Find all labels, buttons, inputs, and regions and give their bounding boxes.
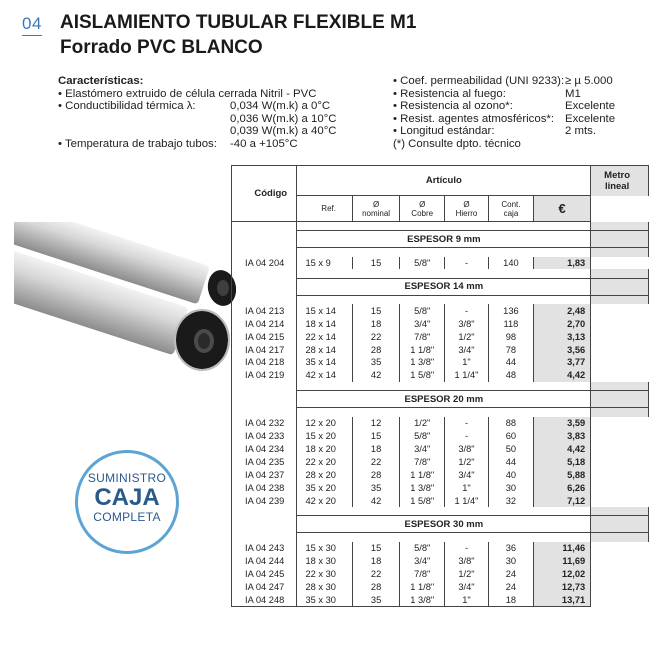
row-nominal: 28: [352, 343, 400, 356]
row-cont: 24: [488, 568, 533, 581]
section-header-row: [232, 231, 649, 248]
spec-value: ≥ µ 5.000: [565, 75, 613, 87]
row-cobre: 3/4": [400, 555, 445, 568]
row-ref: 18 x 14: [297, 317, 352, 330]
row-code: IA 04 213: [232, 304, 297, 317]
header-nominal: [352, 196, 400, 222]
row-code: IA 04 245: [232, 568, 297, 581]
row-cont: 36: [488, 542, 533, 555]
row-hierro: 3/8": [445, 443, 489, 456]
row-cont: 140: [488, 257, 533, 270]
spec-row: [58, 125, 336, 138]
row-price: 11,69: [533, 555, 590, 568]
row-cobre: 7/8": [400, 455, 445, 468]
badge-line-1: SUMINISTRO: [87, 471, 167, 485]
table-row: [232, 443, 649, 456]
section-gap-row: [232, 248, 649, 257]
section-gap-row: [232, 507, 649, 516]
row-code: IA 04 217: [232, 343, 297, 356]
characteristics-right: [393, 75, 615, 150]
row-ref: 35 x 20: [297, 481, 352, 494]
row-nominal: 42: [352, 494, 400, 507]
row-cont: 60: [488, 430, 533, 443]
table-row: [232, 555, 649, 568]
row-price: 11,46: [533, 542, 590, 555]
header-ref-line: Ref.: [321, 204, 336, 213]
row-nominal: 22: [352, 455, 400, 468]
row-nominal: 22: [352, 568, 400, 581]
row-code: IA 04 244: [232, 555, 297, 568]
section-gap-row: [232, 533, 649, 542]
gap-cell: [297, 248, 591, 257]
spec-row: [58, 100, 336, 113]
section-title: ESPESOR 9 mm: [297, 231, 591, 248]
table-row: [232, 330, 649, 343]
section-gap-row: [232, 222, 649, 231]
table-row: [232, 257, 649, 270]
row-cont: 18: [488, 594, 533, 607]
row-nominal: 15: [352, 542, 400, 555]
table-row: [232, 356, 649, 369]
row-cont: 88: [488, 417, 533, 430]
row-price: 5,88: [533, 468, 590, 481]
row-ref: 18 x 30: [297, 555, 352, 568]
gap-cell: [297, 222, 591, 231]
row-cont: 24: [488, 581, 533, 594]
row-code: IA 04 215: [232, 330, 297, 343]
row-cont: 44: [488, 455, 533, 468]
row-ref: 35 x 30: [297, 594, 352, 607]
page-title: AISLAMIENTO TUBULAR FLEXIBLE M1: [60, 12, 417, 33]
row-hierro: 1/2": [445, 455, 489, 468]
header-hierro: [445, 196, 489, 222]
gap-cell: [297, 408, 591, 417]
gap-cell: [232, 382, 297, 391]
table-row: [232, 369, 649, 382]
row-cobre: 1 3/8": [400, 356, 445, 369]
gap-cell: [297, 507, 591, 516]
header-nominal-line: Ø: [372, 199, 380, 209]
row-ref: 15 x 20: [297, 430, 352, 443]
gap-cell: [232, 408, 297, 417]
row-price: 2,70: [533, 317, 590, 330]
table-row: [232, 304, 649, 317]
row-price: 4,42: [533, 369, 590, 382]
header-articulo: Artículo: [297, 166, 591, 196]
gap-cell: [297, 382, 591, 391]
header-currency: €: [533, 196, 590, 222]
spec-row: [393, 125, 615, 138]
row-ref: 22 x 20: [297, 455, 352, 468]
table-row: [232, 542, 649, 555]
row-cont: 78: [488, 343, 533, 356]
spec-label: • Temperatura de trabajo tubos:: [58, 137, 217, 150]
section-code-cell: [232, 278, 297, 295]
row-cobre: 1/2": [400, 417, 445, 430]
row-cont: 48: [488, 369, 533, 382]
row-ref: 42 x 14: [297, 369, 352, 382]
spec-row: [58, 113, 336, 126]
row-hierro: 3/4": [445, 343, 489, 356]
table-header-row: [232, 166, 649, 196]
row-nominal: 35: [352, 594, 400, 607]
section-price-cell: [591, 516, 649, 533]
row-cont: 50: [488, 443, 533, 456]
spec-value: Excelente: [565, 100, 616, 112]
table-row: [232, 317, 649, 330]
spec-label: • Resist. agentes atmosféricos*:: [393, 112, 554, 125]
row-cobre: 1 3/8": [400, 594, 445, 607]
table-row: [232, 594, 649, 607]
row-hierro: -: [445, 542, 489, 555]
section-code-cell: [232, 516, 297, 533]
table-row: [232, 581, 649, 594]
spec-row: [58, 138, 336, 151]
row-hierro: -: [445, 430, 489, 443]
row-price: 3,59: [533, 417, 590, 430]
header-cobre-line: Cobre: [411, 208, 434, 218]
price-table: [231, 165, 649, 607]
spec-value: -40 a +105°C: [230, 137, 298, 150]
row-ref: 42 x 20: [297, 494, 352, 507]
table-row: [232, 481, 649, 494]
spec-value: 0,034 W(m.k) a 0°C: [230, 100, 331, 112]
row-price: 3,13: [533, 330, 590, 343]
row-code: IA 04 204: [232, 257, 297, 270]
pipe-insulation-image: [14, 222, 236, 382]
table-row: [232, 568, 649, 581]
row-cobre: 3/4": [400, 317, 445, 330]
row-hierro: 3/4": [445, 468, 489, 481]
row-price: 5,18: [533, 455, 590, 468]
section-title: ESPESOR 30 mm: [297, 516, 591, 533]
row-code: IA 04 238: [232, 481, 297, 494]
row-ref: 15 x 14: [297, 304, 352, 317]
header-nominal-line: nominal: [362, 208, 391, 218]
spec-label: • Elastómero extruido de célula cerrada Nitril - PVC: [58, 87, 317, 100]
badge-line-3: COMPLETA: [93, 510, 161, 524]
row-nominal: 22: [352, 330, 400, 343]
section-header-row: [232, 391, 649, 408]
row-ref: 28 x 30: [297, 581, 352, 594]
gap-cell: [591, 408, 649, 417]
row-price: 4,42: [533, 443, 590, 456]
gap-cell: [232, 222, 297, 231]
header-metro-lineal: Metro lineal: [591, 166, 649, 196]
header-codigo: Código: [232, 166, 297, 222]
row-cobre: 1 3/8": [400, 481, 445, 494]
section-price-cell: [591, 391, 649, 408]
row-cobre: 7/8": [400, 330, 445, 343]
row-cont: 44: [488, 356, 533, 369]
row-nominal: 18: [352, 317, 400, 330]
table-row: [232, 468, 649, 481]
spec-value: 0,039 W(m.k) a 40°C: [230, 125, 337, 137]
row-code: IA 04 235: [232, 455, 297, 468]
row-price: 3,83: [533, 430, 590, 443]
spec-label: • Resistencia al fuego:: [393, 87, 506, 100]
row-ref: 12 x 20: [297, 417, 352, 430]
header-cont-caja-line: caja: [503, 208, 519, 218]
spec-label: • Longitud estándar:: [393, 125, 495, 137]
row-cobre: 3/4": [400, 443, 445, 456]
row-hierro: 3/8": [445, 317, 489, 330]
header-cobre: [400, 196, 445, 222]
row-cobre: 5/8": [400, 542, 445, 555]
spec-label: • Coef. permeabilidad (UNI 9233):: [393, 75, 565, 87]
row-cobre: 5/8": [400, 257, 445, 270]
row-nominal: 18: [352, 555, 400, 568]
spec-value: 0,036 W(m.k) a 10°C: [230, 112, 337, 125]
row-hierro: 1": [445, 594, 489, 607]
header-hierro-line: Hierro: [455, 208, 478, 218]
characteristics-heading: Características:: [58, 75, 144, 87]
spec-label: [58, 125, 230, 138]
row-hierro: -: [445, 417, 489, 430]
row-ref: 28 x 14: [297, 343, 352, 356]
row-code: IA 04 247: [232, 581, 297, 594]
row-nominal: 35: [352, 481, 400, 494]
section-gap-row: [232, 295, 649, 304]
row-nominal: 15: [352, 304, 400, 317]
row-cobre: 7/8": [400, 568, 445, 581]
table-row: [232, 417, 649, 430]
row-price: 1,83: [533, 257, 590, 270]
gap-cell: [232, 269, 297, 278]
row-price: 7,12: [533, 494, 590, 507]
section-gap-row: [232, 382, 649, 391]
section-gap-row: [232, 269, 649, 278]
gap-cell: [297, 269, 591, 278]
section-header-row: [232, 516, 649, 533]
row-ref: 35 x 14: [297, 356, 352, 369]
row-code: IA 04 233: [232, 430, 297, 443]
spec-label: • Resistencia al ozono*:: [393, 100, 513, 112]
gap-cell: [591, 269, 649, 278]
table-row: [232, 430, 649, 443]
row-hierro: 3/4": [445, 581, 489, 594]
table-row: [232, 343, 649, 356]
row-hierro: 1 1/4": [445, 369, 489, 382]
section-title: ESPESOR 14 mm: [297, 278, 591, 295]
table-row: [232, 455, 649, 468]
row-hierro: 1": [445, 356, 489, 369]
row-code: IA 04 237: [232, 468, 297, 481]
row-ref: 15 x 30: [297, 542, 352, 555]
gap-cell: [297, 295, 591, 304]
gap-cell: [591, 533, 649, 542]
badge-line-2: CAJA: [94, 484, 160, 511]
row-code: IA 04 218: [232, 356, 297, 369]
row-hierro: 3/8": [445, 555, 489, 568]
spec-row: [393, 138, 615, 151]
gap-cell: [232, 248, 297, 257]
gap-cell: [591, 295, 649, 304]
row-hierro: 1/2": [445, 330, 489, 343]
row-cont: 40: [488, 468, 533, 481]
row-nominal: 15: [352, 430, 400, 443]
page-subtitle: Forrado PVC BLANCO: [60, 37, 263, 58]
spec-row: [393, 88, 615, 101]
spec-row: [393, 100, 615, 113]
row-nominal: 12: [352, 417, 400, 430]
spec-row: [393, 113, 615, 126]
header-cont-caja-line: Cont.: [501, 199, 521, 209]
row-code: IA 04 232: [232, 417, 297, 430]
row-price: 6,26: [533, 481, 590, 494]
characteristics-left: [58, 75, 336, 150]
row-cobre: 5/8": [400, 430, 445, 443]
row-ref: 15 x 9: [297, 257, 352, 270]
row-hierro: -: [445, 304, 489, 317]
header-cobre-line: Ø: [419, 199, 426, 209]
row-nominal: 28: [352, 468, 400, 481]
row-ref: 18 x 20: [297, 443, 352, 456]
section-price-cell: [591, 278, 649, 295]
row-cont: 32: [488, 494, 533, 507]
row-code: IA 04 248: [232, 594, 297, 607]
row-hierro: 1 1/4": [445, 494, 489, 507]
row-cont: 98: [488, 330, 533, 343]
section-gap-row: [232, 408, 649, 417]
spec-row: [393, 75, 615, 88]
gap-cell: [232, 533, 297, 542]
spec-label: • Conductibilidad térmica λ:: [58, 100, 196, 112]
row-cobre: 1 5/8": [400, 369, 445, 382]
row-code: IA 04 219: [232, 369, 297, 382]
row-price: 12,73: [533, 581, 590, 594]
row-hierro: -: [445, 257, 489, 270]
header-hierro-line: Ø: [463, 199, 470, 209]
row-price: 2,48: [533, 304, 590, 317]
row-ref: 22 x 14: [297, 330, 352, 343]
row-cobre: 1 1/8": [400, 581, 445, 594]
supply-badge: [75, 450, 179, 554]
row-hierro: 1": [445, 481, 489, 494]
gap-cell: [232, 507, 297, 516]
spec-value: 2 mts.: [565, 125, 597, 137]
row-price: 13,71: [533, 594, 590, 607]
table-row: [232, 494, 649, 507]
row-cobre: 1 1/8": [400, 343, 445, 356]
gap-cell: [232, 295, 297, 304]
row-code: IA 04 214: [232, 317, 297, 330]
row-nominal: 42: [352, 369, 400, 382]
row-cont: 30: [488, 555, 533, 568]
row-price: 3,77: [533, 356, 590, 369]
row-cobre: 1 5/8": [400, 494, 445, 507]
section-header-row: [232, 278, 649, 295]
section-title: ESPESOR 20 mm: [297, 391, 591, 408]
gap-cell: [591, 248, 649, 257]
row-ref: 28 x 20: [297, 468, 352, 481]
row-code: IA 04 243: [232, 542, 297, 555]
header-cont-caja: [488, 196, 533, 222]
spec-label: [58, 113, 230, 126]
gap-cell: [297, 533, 591, 542]
row-nominal: 18: [352, 443, 400, 456]
row-cobre: 5/8": [400, 304, 445, 317]
row-cont: 136: [488, 304, 533, 317]
spec-note: (*) Consulte dpto. técnico: [393, 137, 521, 150]
row-ref: 22 x 30: [297, 568, 352, 581]
row-code: IA 04 234: [232, 443, 297, 456]
row-price: 3,56: [533, 343, 590, 356]
chapter-number: 04: [22, 14, 42, 36]
row-nominal: 28: [352, 581, 400, 594]
section-price-cell: [591, 231, 649, 248]
spec-value: Excelente: [565, 112, 616, 125]
spec-row: [58, 88, 336, 101]
section-code-cell: [232, 231, 297, 248]
row-nominal: 35: [352, 356, 400, 369]
gap-cell: [591, 382, 649, 391]
row-cont: 118: [488, 317, 533, 330]
gap-cell: [591, 222, 649, 231]
row-code: IA 04 239: [232, 494, 297, 507]
row-hierro: 1/2": [445, 568, 489, 581]
section-code-cell: [232, 391, 297, 408]
row-nominal: 15: [352, 257, 400, 270]
row-price: 12,02: [533, 568, 590, 581]
row-cont: 30: [488, 481, 533, 494]
spec-value: M1: [565, 87, 581, 100]
gap-cell: [591, 507, 649, 516]
row-cobre: 1 1/8": [400, 468, 445, 481]
header-ref: [297, 196, 352, 222]
